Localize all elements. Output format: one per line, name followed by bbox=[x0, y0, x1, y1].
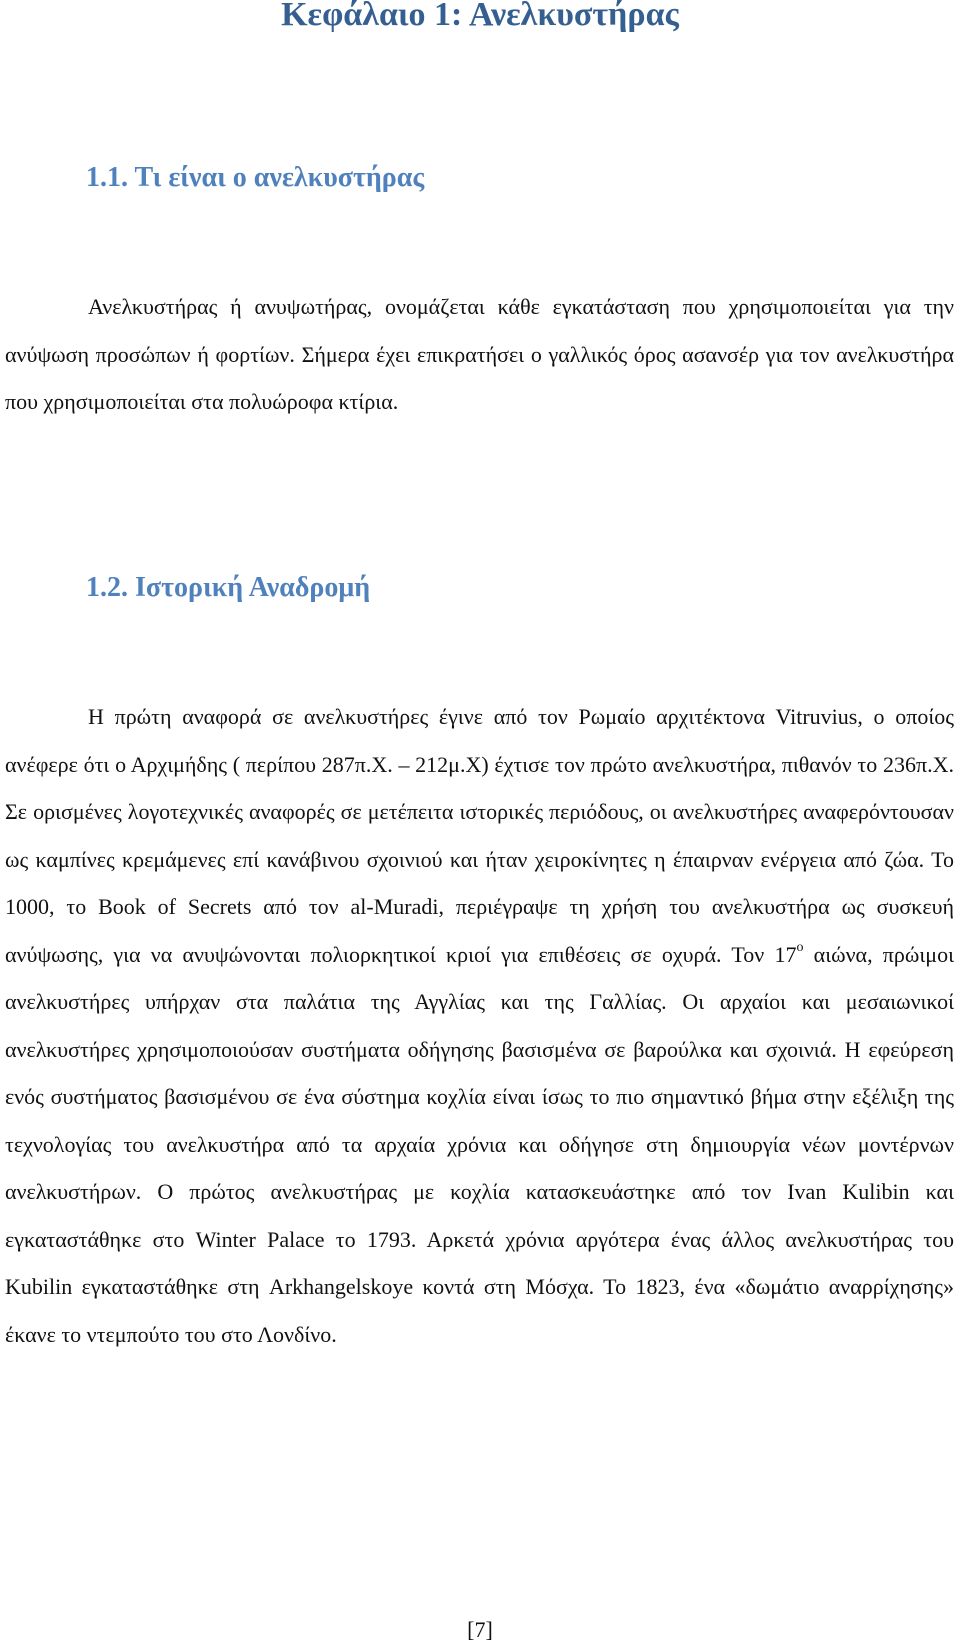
section-heading-1-1: 1.1. Τι είναι ο ανελκυστήρας bbox=[86, 162, 425, 193]
paragraph-text-part-2: αιώνα, πρώιμοι ανελκυστήρες υπήρχαν στα παλάτια της Αγγλίας και της Γαλλίας. Οι αρχαίοι και μεσαιωνικοί ανελκυστήρες χρησιμοποιούσαν συστήματα οδήγησης βασισμένα σε βαρούλκα και σχοινιά. Η εφεύρεση ενός συστήματος βασισμένου σε ένα σύστημα κοχλία είναι ίσως το πιο σημαντικό βήμα στην εξέλιξη της τεχνολογίας του ανελκυστήρα από τα αρχαία χρόνια και οδήγησε στη δημιουργία νέων μοντέρνων ανελκυστήρων. Ο πρώτος ανελκυστήρας με κοχλία κατασκευάστηκε από τον Ivan Kulibin και εγκαταστάθηκε στο Winter Palace το 1793. Αρκετά χρόνια αργότερα ένας άλλος ανελκυστήρας του Kubilin εγκαταστάθηκε στη Arkhangelskoye κοντά στη Μόσχα. Το 1823, ένα «δωμάτιο αναρρίχησης» έκανε το ντεμπούτο του στο Λονδίνο. bbox=[5, 941, 954, 1347]
ordinal-superscript: ο bbox=[796, 940, 804, 956]
chapter-title: Κεφάλαιο 1: Ανελκυστήρας bbox=[281, 0, 679, 33]
section-heading-1-2: 1.2. Ιστορική Αναδρομή bbox=[86, 572, 371, 603]
section-1-2-paragraph bbox=[5, 693, 954, 1358]
paragraph-text-part-1: Η πρώτη αναφορά σε ανελκυστήρες έγινε από τον Ρωμαίο αρχιτέκτονα Vitruvius, ο οποίος ανέφερε ότι ο Αρχιμήδης ( περίπου 287π.Χ. – 212μ.Χ) έχτισε τον πρώτο ανελκυστήρα, πιθανόν το 236π.Χ. Σε ορισμένες λογοτεχνικές αναφορές σε μετέπειτα ιστορικές περιόδους, οι ανελκυστήρες αναφερόντουσαν ως καμπίνες κρεμάμενες επί κανάβινου σχοινιού και ήταν χειροκίνητες η έπαιρναν ενέργεια από ζώα. Το 1000, το Book of Secrets από τον al-Muradi, περιέγραψε τη χρήση του ανελκυστήρα ως συσκευή ανύψωσης, για να ανυψώνονται πολιορκητικοί κριοί για επιθέσεις σε οχυρά. Τον 17 bbox=[5, 704, 954, 967]
section-1-1-paragraph: Ανελκυστήρας ή ανυψωτήρας, ονομάζεται κάθε εγκατάσταση που χρησιμοποιείται για την ανύψωση προσώπων ή φορτίων. Σήμερα έχει επικρατήσει ο γαλλικός όρος ασανσέρ για τον ανελκυστήρα που χρησιμοποιείται στα πολυώροφα κτίρια. bbox=[5, 294, 954, 414]
page-number: [7] bbox=[467, 1617, 493, 1642]
